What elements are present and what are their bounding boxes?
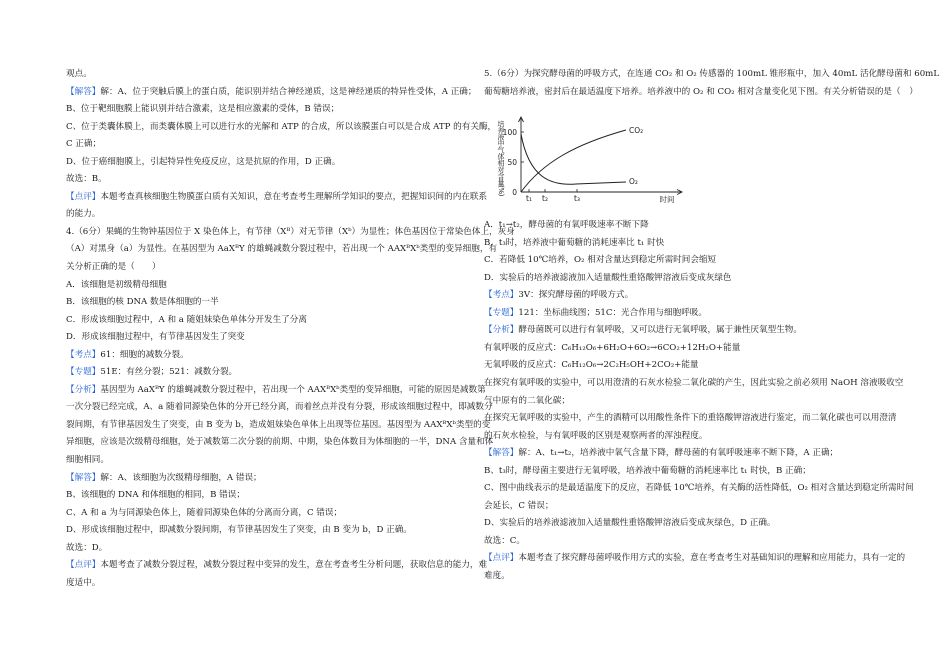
section-tag: 【点评】 (484, 553, 519, 564)
line-text: 61：细胞的减数分裂。 (100, 349, 189, 360)
text-line: C．若降低 10℃培养，O₂ 相对含量达到稳定所需时间会缩短 (484, 255, 717, 266)
text-line (484, 550, 906, 568)
text-line: 无氧呼吸的反应式：C₆H₁₂O₆→2C₂H₅OH+2CO₂+能量 (484, 360, 699, 371)
text-line: B．t₃时，培养液中葡萄糖的消耗速率比 t₁ 时快 (484, 237, 665, 248)
line-text: 3V：探究酵母菌的呼吸方式。 (518, 290, 634, 301)
text-line: 在探究无氧呼吸的实验中，产生的酒精可以用酸性条件下的重铬酸钾溶液进行鉴定，而二氧化碳也可以用澄清 (484, 413, 897, 424)
section-tag: 【专题】 (66, 367, 101, 378)
text-line: B、t₃时，酵母菌主要进行无氧呼吸，培养液中葡萄糖的消耗速率比 t₁ 时快，B 正确； (484, 465, 811, 476)
text-line: B．该细胞的核 DNA 数是体细胞的一半 (66, 297, 219, 308)
text-line (66, 470, 471, 488)
section-tag: 【分析】 (66, 384, 101, 395)
text-line: 4.（6分）果蝇的生物钟基因位于 X 染色体上，有节律（Xᴮ）对无节律（Xᵇ）为显性；体色基因位于常染色体上，灰身 (66, 226, 515, 237)
section-tag: 【点评】 (66, 560, 101, 571)
co2-series-label: CO₂ (629, 126, 644, 136)
question-5-answer (484, 217, 914, 585)
text-line: 的能力。 (66, 209, 101, 220)
text-line: 度适中。 (66, 577, 101, 588)
text-line (484, 305, 884, 323)
line-text: 51E：有丝分裂；521：减数分裂。 (100, 367, 238, 378)
line-text: 本题考查真核细胞生物膜蛋白质有关知识，意在考查考生理解所学知识的要点，把握知识间的内在联系 (100, 191, 488, 202)
x-tick-label: t₃ (574, 194, 580, 204)
text-line (66, 347, 471, 365)
text-line (66, 189, 488, 207)
text-line (66, 364, 471, 382)
text-line (66, 84, 477, 102)
x-axis-label: 时间 (659, 195, 675, 205)
text-line: 葡萄糖培养液，密封后在最适温度下培养。培养液中的 O₂ 和 CO₂ 相对含量变化见下图。有关分析错误的是（ ） (484, 86, 918, 97)
section-tag: 【点评】 (66, 191, 101, 202)
line-text: 基因型为 AaXᴮY 的雄蝇减数分裂过程中，若出现一个 AAXᴮXᵇ类型的变异细胞，可能的原因是减数第 (100, 384, 486, 395)
text-line: 在探究有氧呼吸的实验中，可以用澄清的石灰水检验二氧化碳的产生，因此实验之前必须用 NaOH 溶液吸收空 (484, 378, 904, 389)
text-line (484, 287, 884, 305)
y-axis-label: 培养液中气体相对含量(%) (497, 120, 505, 196)
text-line: 难度。 (484, 571, 510, 582)
right-column (484, 66, 940, 586)
respiration-chart (484, 102, 884, 215)
section-tag: 【分析】 (484, 325, 519, 336)
text-line: 5.（6分）为探究酵母菌的呼吸方式，在连通 CO₂ 和 O₂ 传感器的 100mL 锥形瓶中，加入 40mL 活化酵母菌和 60mL (484, 69, 940, 79)
text-line (66, 382, 486, 400)
text-line: 裂间期，有节律基因发生了突变，由 B 变为 b，造成姐妹染色单体上出现等位基因。基因型为 AAXᴮXᵇ类型的变 (66, 419, 491, 430)
question-5-stem (484, 66, 940, 101)
text-line: 的石灰水检验，与有氧呼吸的区别是观察两者的浑浊程度。 (484, 430, 708, 441)
text-line: B、位于靶细胞膜上能识别并结合激素，这是相应激素的受体，B 错误； (66, 104, 340, 115)
text-line: D．形成该细胞过程中，有节律基因发生了突变 (66, 332, 245, 343)
text-line (66, 557, 488, 575)
text-line: A．该细胞是初级精母细胞 (66, 279, 167, 290)
text-line: 异细胞，应该是次级精母细胞，处于减数第二次分裂的前期、中期，染色体数目为体细胞的一半，DNA 含量和体 (66, 437, 494, 448)
text-line: C、图中曲线表示的是最适温度下的反应，若降低 10℃培养，有关酶的活性降低，O₂ 相对含量达到稳定所需时间 (484, 483, 914, 494)
text-line: 一次分裂已经完成，A、a 随着同源染色体的分开已经分离，而着丝点并没有分裂，形成该细胞过程中，即减数分 (66, 402, 493, 413)
o2-curve (521, 134, 626, 184)
text-line: C、位于类囊体膜上，而类囊体膜上可以进行水的光解和 ATP 的合成，所以该膜蛋白可以是合成 ATP 的有关酶， (66, 121, 497, 132)
text-line: D、形成该细胞过程中，即减数分裂间期，有节律基因发生了突变，由 B 变为 b，D 正确。 (66, 525, 412, 536)
text-line: C、A 和 a 为与同源染色体上，随着同源染色体的分离而分离，C 错误； (66, 507, 343, 518)
section-tag: 【解答】 (484, 448, 519, 459)
text-line: 有氧呼吸的反应式：C₆H₁₂O₆+6H₂O+6O₂→6CO₂+12H₂O+能量 (484, 342, 741, 353)
y-tick-label: 100 (502, 128, 517, 138)
text-line: C．形成该细胞过程中，A 和 a 随姐妹染色单体分开发生了分离 (66, 314, 307, 325)
text-line: B、该细胞的 DNA 和体细胞的相同，B 错误； (66, 490, 245, 501)
o2-series-label: O₂ (629, 177, 638, 187)
section-tag: 【考点】 (484, 290, 519, 301)
text-line: 观点。 (66, 69, 92, 79)
line-text: 121：坐标曲线图；51C：光合作用与细胞呼吸。 (518, 307, 707, 318)
line-text: 本题考查了探究酵母菌呼吸作用方式的实验，意在考查考生对基础知识的理解和应用能力，具有一定的 (518, 553, 906, 564)
text-line: 气中原有的二氧化碳； (484, 395, 570, 406)
text-line: （A）对黑身（a）为显性。在基因型为 AaXᴮY 的雄蝇减数分裂过程中，若出现一个 AAXᴮXᵇ类型的变异细胞，有 (66, 244, 498, 255)
section-tag: 【解答】 (66, 472, 101, 483)
text-line: D、实验后的培养液滤液加入适量酸性重铬酸钾溶液后变成灰绿色，D 正确。 (484, 518, 776, 529)
y-tick-label: 50 (507, 158, 517, 168)
x-tick-label: t₁ (526, 194, 532, 204)
text-line: C 正确； (66, 139, 102, 150)
text-line: 关分析正确的是（ ） (66, 262, 161, 273)
text-line: 故选：B。 (66, 174, 107, 185)
line-text: 酵母菌既可以进行有氧呼吸，又可以进行无氧呼吸，属于兼性厌氧型生物。 (518, 325, 802, 336)
text-line (484, 445, 884, 463)
text-line: A．t₁→t₂，酵母菌的有氧呼吸速率不断下降 (484, 220, 649, 231)
text-line: 故选：C。 (484, 535, 525, 546)
line-text: 解：A、该细胞为次级精母细胞，A 错误； (100, 472, 262, 483)
y-tick-label: 0 (512, 188, 517, 198)
text-line: 故选：D。 (66, 542, 108, 553)
text-line (484, 322, 884, 340)
text-line: D、位于癌细胞膜上，引起特异性免疫反应，这是抗原的作用，D 正确。 (66, 156, 341, 167)
line-text: 本题考查了减数分裂过程，减数分裂过程中变异的发生，意在考查考生分析问题，获取信息的能力，难 (100, 560, 488, 571)
section-tag: 【解答】 (66, 86, 101, 97)
text-line: 细胞相同。 (66, 455, 109, 466)
section-tag: 【专题】 (484, 307, 519, 318)
text-line: D．实验后的培养液滤液加入适量酸性重铬酸钾溶液后变成灰绿色 (484, 272, 732, 283)
section-tag: 【考点】 (66, 349, 101, 360)
text-line: 会延长，C 错误； (484, 500, 554, 511)
line-text: 解：A、t₁→t₂，培养液中氧气含量下降，酵母菌的有氧呼吸速率不断下降，A 正确； (518, 448, 839, 459)
line-text: 解：A、位于突触后膜上的蛋白质，能识别并结合神经递质，这是神经递质的特异性受体，A 正确； (100, 86, 477, 97)
chart-svg (484, 102, 684, 215)
x-tick-label: t₂ (542, 194, 548, 204)
